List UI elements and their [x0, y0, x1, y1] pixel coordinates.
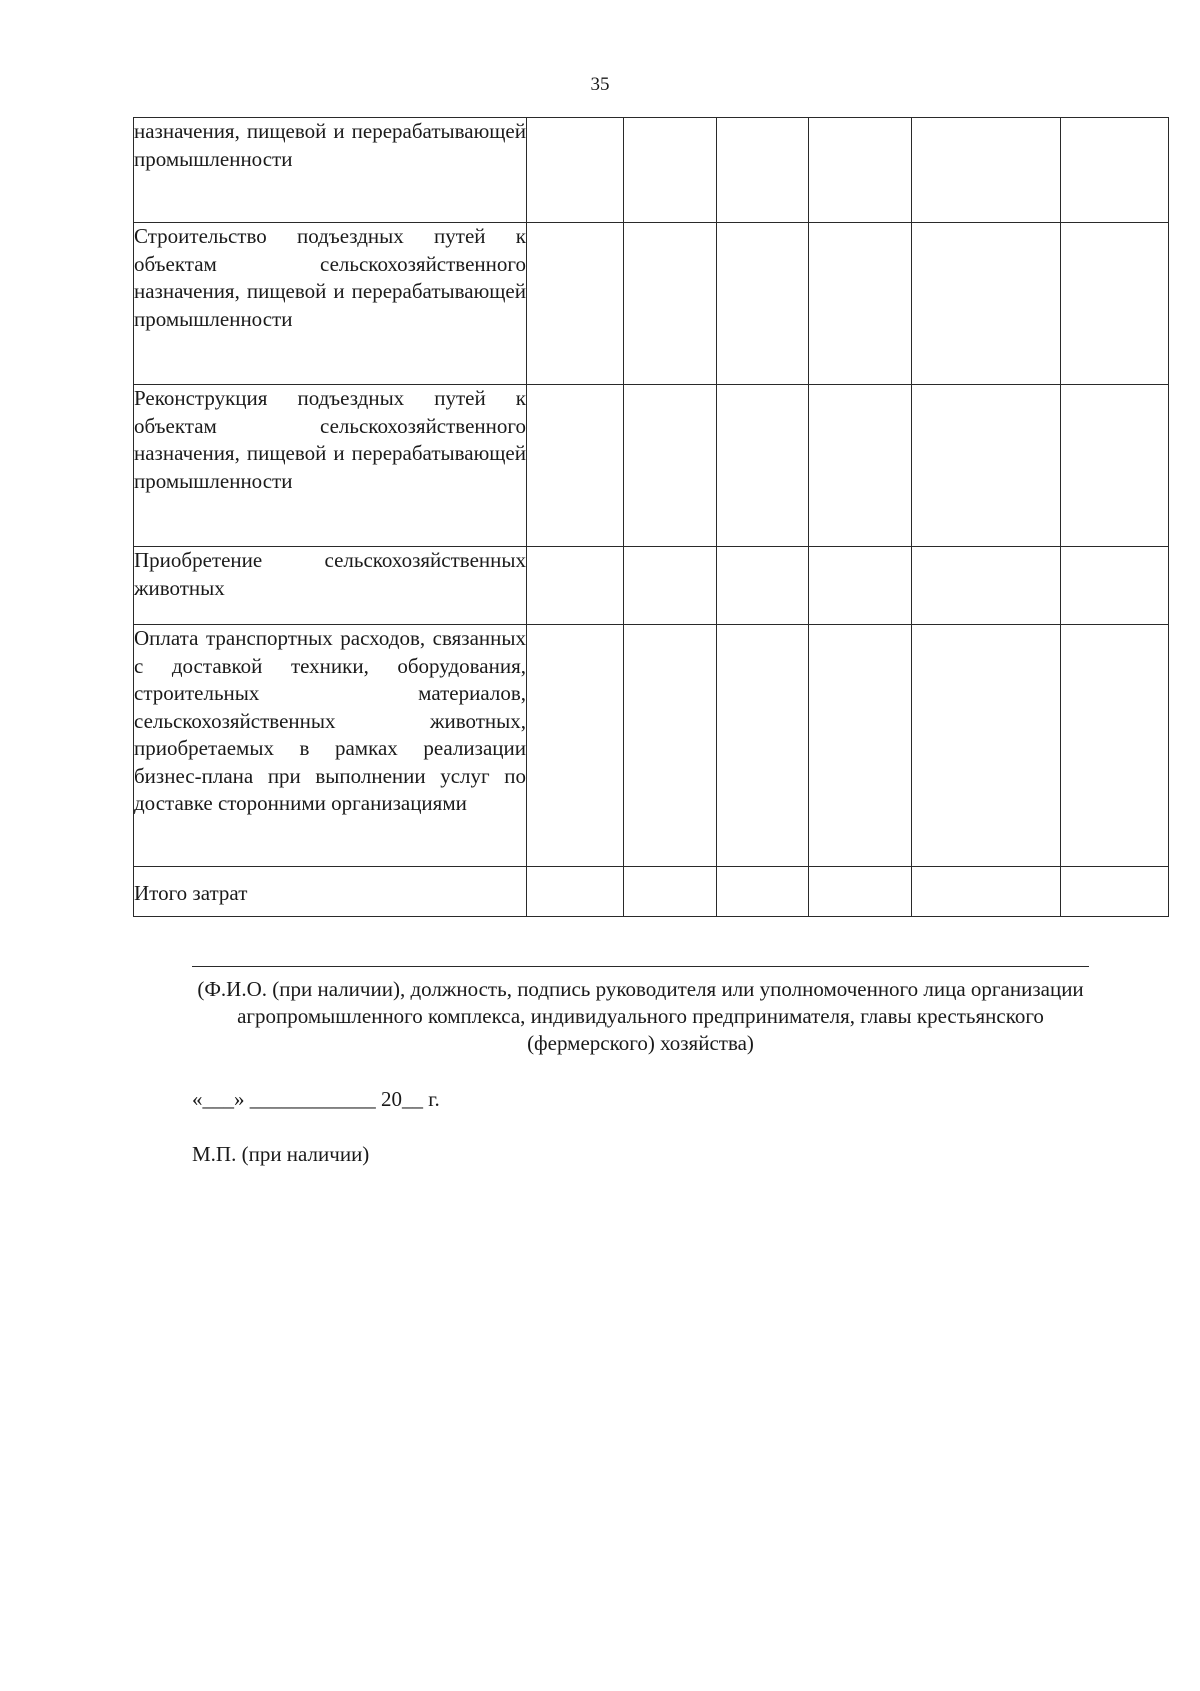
empty-cell — [1061, 867, 1169, 917]
total-label: Итого затрат — [134, 867, 527, 917]
empty-cell — [624, 385, 717, 547]
empty-cell — [527, 118, 624, 223]
empty-cell — [527, 223, 624, 385]
empty-cell — [717, 547, 809, 625]
table-row — [134, 625, 1169, 867]
empty-cell — [717, 385, 809, 547]
empty-cell — [912, 625, 1061, 867]
empty-cell — [624, 223, 717, 385]
empty-cell — [527, 385, 624, 547]
table-row-total — [134, 867, 1169, 917]
empty-cell — [624, 118, 717, 223]
row-label: Оплата транспортных расходов, связанных с доставкой техники, оборудования, строительных материалов, сельскохозяйственных животных, приобретаемых в рамках реализации бизнес-плана при выполнении услуг по доставке сторонними организациями — [134, 625, 527, 867]
empty-cell — [527, 547, 624, 625]
empty-cell — [912, 118, 1061, 223]
table-row — [134, 223, 1169, 385]
stamp-note: М.П. (при наличии) — [192, 1142, 370, 1166]
page-number: 35 — [590, 74, 610, 95]
empty-cell — [717, 625, 809, 867]
empty-cell — [1061, 385, 1169, 547]
empty-cell — [717, 118, 809, 223]
empty-cell — [809, 385, 912, 547]
empty-cell — [912, 867, 1061, 917]
table-row — [134, 547, 1169, 625]
empty-cell — [717, 223, 809, 385]
empty-cell — [1061, 625, 1169, 867]
empty-cell — [624, 625, 717, 867]
cost-table — [133, 117, 1169, 917]
signature-block — [192, 966, 1089, 1057]
signature-line — [192, 966, 1089, 967]
table-row — [134, 118, 1169, 223]
empty-cell — [717, 867, 809, 917]
row-label: Реконструкция подъездных путей к объектам сельскохозяйственного назначения, пищевой и перерабатывающей промышленности — [134, 385, 527, 547]
empty-cell — [527, 625, 624, 867]
empty-cell — [912, 547, 1061, 625]
date-line: «___» ____________ 20__ г. — [192, 1087, 440, 1111]
empty-cell — [809, 867, 912, 917]
row-label: Приобретение сельскохозяйственных животных — [134, 547, 527, 625]
empty-cell — [809, 223, 912, 385]
empty-cell — [809, 625, 912, 867]
empty-cell — [912, 385, 1061, 547]
empty-cell — [1061, 118, 1169, 223]
row-label: Строительство подъездных путей к объектам сельскохозяйственного назначения, пищевой и перерабатывающей промышленности — [134, 223, 527, 385]
empty-cell — [1061, 547, 1169, 625]
signature-caption: (Ф.И.О. (при наличии), должность, подпись руководителя или уполномоченного лица организации агропромышленного комплекса, индивидуального предпринимателя, главы крестьянского (фермерского) хозяйства) — [197, 977, 1084, 1055]
empty-cell — [809, 547, 912, 625]
empty-cell — [624, 547, 717, 625]
empty-cell — [809, 118, 912, 223]
empty-cell — [912, 223, 1061, 385]
empty-cell — [527, 867, 624, 917]
row-label: назначения, пищевой и перерабатывающей промышленности — [134, 118, 527, 223]
empty-cell — [1061, 223, 1169, 385]
table-row — [134, 385, 1169, 547]
empty-cell — [624, 867, 717, 917]
